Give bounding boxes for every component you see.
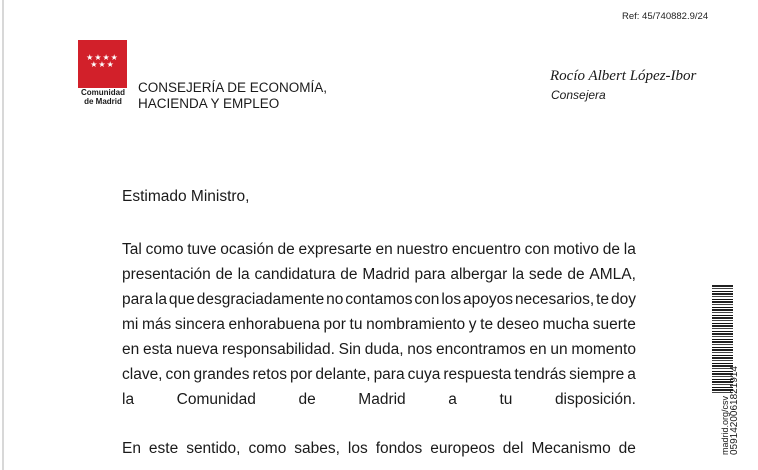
- logo-line-2: de Madrid: [84, 97, 122, 106]
- text-line: mi más sincera enhorabuena por tu nombramiento y te deseo mucha suerte: [122, 316, 636, 333]
- text-line: en esta nueva responsabilidad. Sin duda, nos encontramos en un momento: [122, 341, 636, 358]
- verification-text: [720, 366, 740, 455]
- department-line-1: CONSEJERÍA DE ECONOMÍA,: [138, 80, 328, 95]
- verification-url: madrid.org/csv: [720, 395, 730, 455]
- department-name: [138, 80, 327, 112]
- text-line: presentación de la candidatura de Madrid para albergar la sede de AMLA,: [122, 266, 636, 283]
- reference-number: Ref: 45/740882.9/24: [622, 11, 709, 22]
- comunidad-madrid-logo: [78, 40, 127, 88]
- greeting: Estimado Ministro,: [122, 188, 250, 205]
- text-line: clave, con grandes retos por delante, para cuya respuesta tendrás siempre a: [122, 366, 636, 383]
- stars-icon: ★★★★ ★★★: [86, 53, 119, 69]
- logo-line-1: Comunidad: [81, 88, 125, 97]
- paragraph-2: [122, 436, 636, 461]
- page-edge: [2, 0, 4, 470]
- department-line-2: HACIENDA Y EMPLEO: [138, 96, 280, 111]
- signatory-name: Rocío Albert López-Ibor: [550, 68, 697, 84]
- logo-text: [75, 88, 131, 106]
- signatory-role: Consejera: [551, 88, 606, 102]
- text-line: para la que desgraciadamente no contamos con los apoyos necesarios, te doy: [122, 291, 636, 308]
- verification-code: 0591420061821914: [729, 366, 740, 455]
- paragraph-1: [122, 237, 636, 412]
- text-line: En este sentido, como sabes, los fondos europeos del Mecanismo de: [122, 440, 636, 457]
- text-line: Tal como tuve ocasión de expresarte en nuestro encuentro con motivo de la: [122, 241, 636, 258]
- text-line: la Comunidad de Madrid a tu disposición.: [122, 391, 636, 408]
